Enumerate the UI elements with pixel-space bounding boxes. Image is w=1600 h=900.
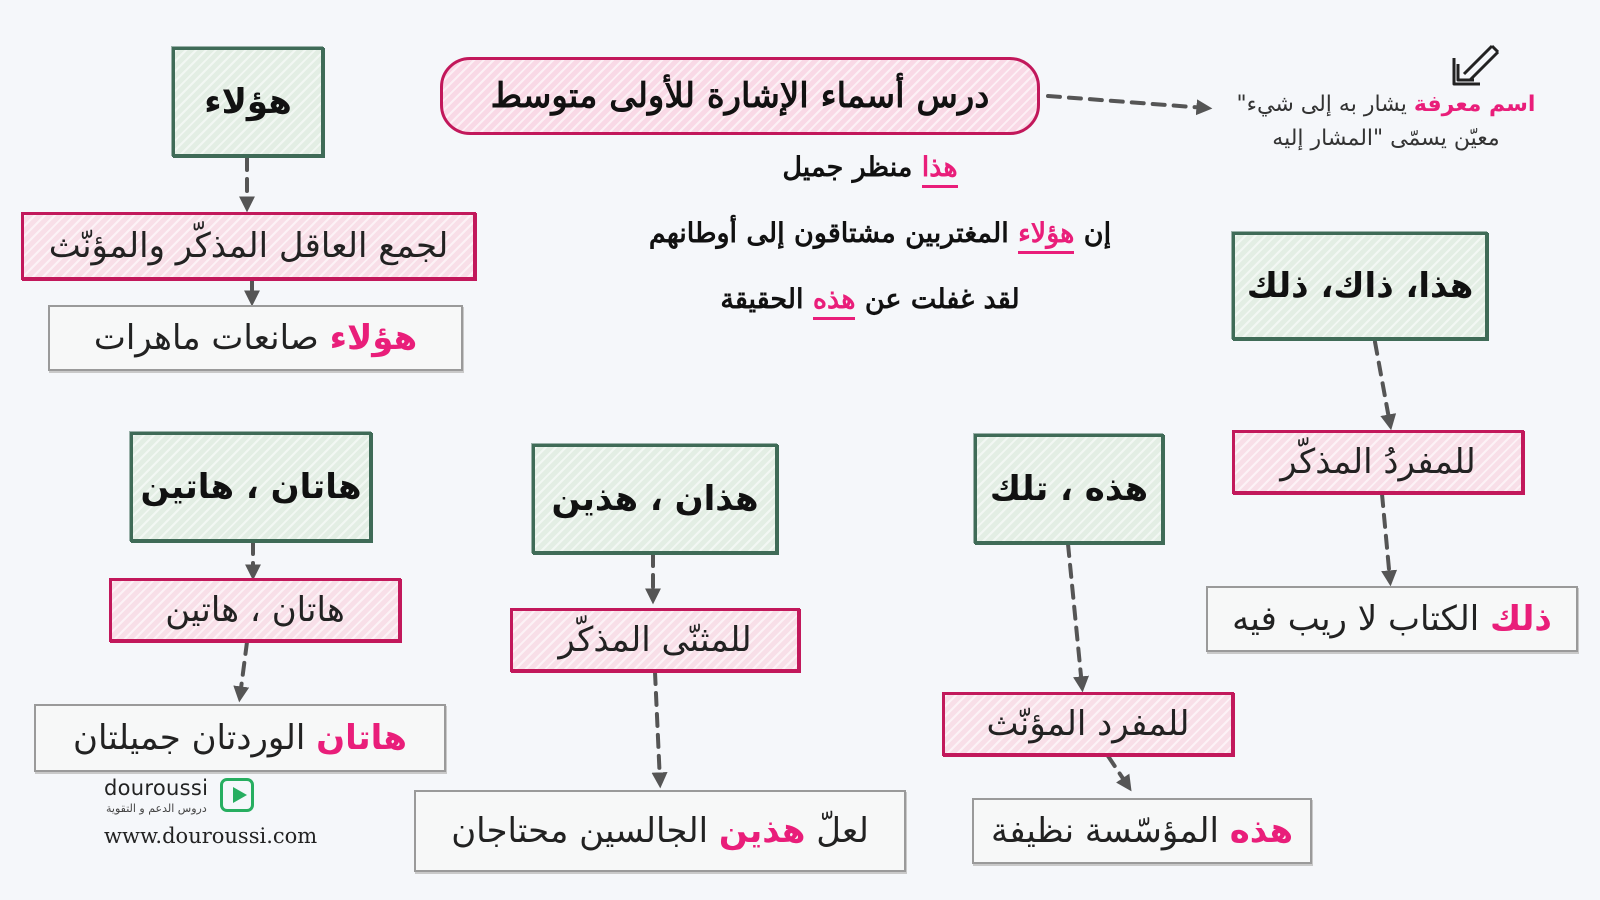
definition-line2: معيّن يسمّى "المشار إليه (1272, 126, 1500, 151)
connector-fdual-desc-ex (240, 642, 247, 696)
masc-dual-example-rest: الجالسين محتاجان (451, 811, 709, 851)
fem-sing-example-rest: المؤسّسة نظيفة (990, 811, 1219, 851)
example-1 (640, 152, 1100, 183)
connector-fem-head-desc (1068, 544, 1082, 686)
masc-sing-example-highlight: ذلك (1489, 599, 1552, 639)
definition-line1 (1226, 88, 1546, 122)
masc-dual-desc-text: للمثنّى المذكّر (558, 620, 752, 660)
plural-head-text: هؤلاء (204, 82, 292, 122)
definition (1226, 88, 1546, 156)
masc-dual-example-box (414, 790, 906, 872)
example-1-rest: منظر جميل (782, 152, 913, 183)
fem-sing-desc-text: للمفرد المؤنّث (986, 704, 1190, 744)
fem-dual-desc-box (109, 578, 401, 642)
masc-sing-example-rest: الكتاب لا ريب فيه (1232, 599, 1480, 639)
masc-sing-desc-box (1232, 430, 1524, 494)
fem-dual-head-box (130, 432, 372, 542)
masc-sing-example-box (1206, 586, 1578, 652)
plural-example-box (48, 305, 463, 371)
connector-title-definition (1048, 96, 1206, 108)
definition-highlight: اسم معرفة (1413, 92, 1536, 117)
connector-masc-head-desc (1375, 342, 1390, 424)
fem-sing-head-text: هذه ، تلك (989, 469, 1149, 509)
lesson-title-text: درس أسماء الإشارة للأولى متوسط (490, 76, 990, 116)
logo-name: douroussi (104, 776, 209, 800)
fem-dual-example-box (34, 704, 446, 772)
example-2-before: إن (1083, 218, 1112, 249)
example-2-rest: المغتربين مشتاقون إلى أوطانهم (648, 218, 1009, 249)
masc-sing-head-text: هذا، ذاك، ذلك (1246, 266, 1474, 306)
fem-dual-example-highlight: هاتان (316, 718, 408, 758)
fem-dual-example-rest: الوردتان جميلتان (72, 718, 306, 758)
example-3-rest: الحقيقة (720, 284, 804, 315)
masc-dual-head-box (532, 444, 778, 554)
example-3-before: لقد غفلت عن (864, 284, 1020, 315)
masc-dual-head-text: هذان ، هذين (551, 479, 759, 519)
site-url[interactable]: www.douroussi.com (104, 824, 318, 848)
masc-dual-desc-box (510, 608, 800, 672)
connector-mdual-desc-ex (655, 672, 660, 782)
example-2-highlight: هؤلاء (1018, 218, 1074, 254)
connector-fem-desc-ex (1108, 756, 1128, 786)
masc-dual-example-highlight: هذين (718, 811, 806, 851)
example-2 (620, 218, 1140, 249)
plural-desc-box (21, 212, 476, 280)
connector-masc-desc-ex (1382, 494, 1390, 580)
logo-tagline: دروس الدعم و التقوية (106, 802, 207, 815)
play-logo-icon (220, 778, 254, 812)
fem-sing-head-box (974, 434, 1164, 544)
masc-sing-head-box (1232, 232, 1488, 340)
fem-dual-desc-text: هاتان ، هاتين (165, 590, 345, 630)
logo[interactable] (104, 776, 264, 820)
pencil-arrow-icon (1448, 40, 1502, 90)
fem-dual-head-text: هاتان ، هاتين (140, 467, 362, 507)
fem-sing-desc-box (942, 692, 1234, 756)
masc-dual-example-before: لعلّ (816, 811, 869, 851)
plural-example-highlight: هؤلاء (329, 318, 418, 358)
example-3 (640, 284, 1100, 315)
plural-head-box (172, 47, 324, 157)
plural-desc-text: لجمع العاقل المذكّر والمؤنّث (48, 226, 449, 266)
definition-text1: يشار به إلى شيء" (1236, 92, 1407, 117)
lesson-title (440, 57, 1040, 135)
fem-sing-example-highlight: هذه (1229, 811, 1294, 851)
example-1-highlight: هذا (922, 152, 958, 188)
fem-sing-example-box (972, 798, 1312, 864)
masc-sing-desc-text: للمفردُ المذكّر (1280, 442, 1476, 482)
example-3-highlight: هذه (813, 284, 856, 320)
plural-example-rest: صانعات ماهرات (93, 318, 319, 358)
